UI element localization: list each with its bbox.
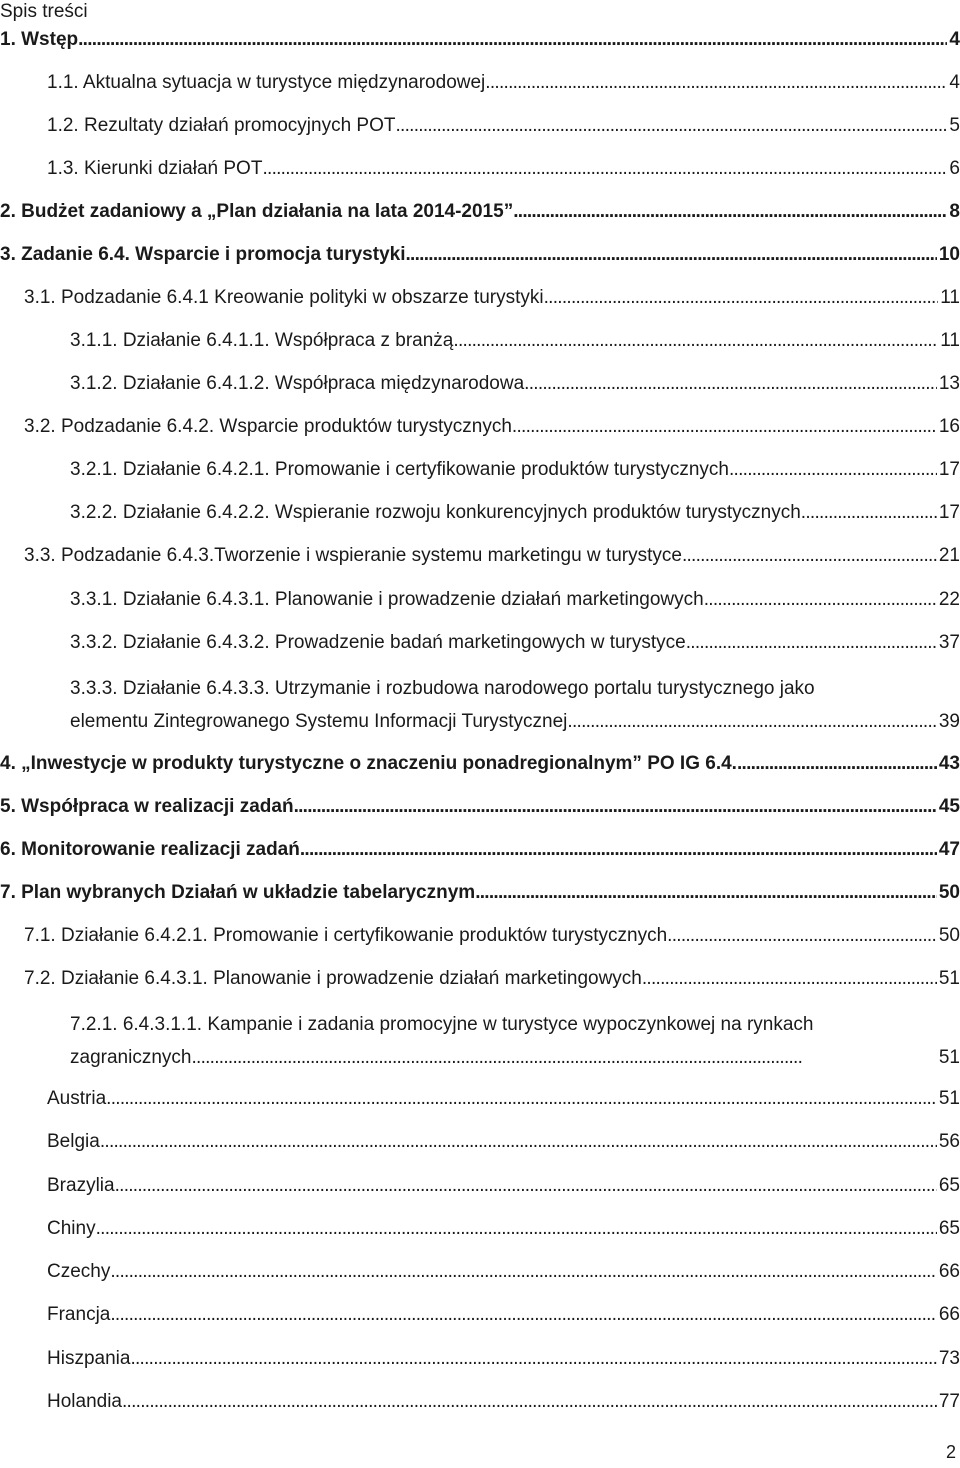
toc-entry-text: 4. „Inwestycje w produkty turystyczne o znaczeniu ponadregionalnym” PO IG 6.4. [0, 753, 737, 774]
toc-entry-text: Belgia [47, 1131, 100, 1152]
toc-leader-dots [513, 199, 947, 225]
toc-entry-text: 3.3.2. Działanie 6.4.3.2. Prowadzenie badań marketingowych w turystyce [70, 632, 686, 653]
toc-entry[interactable] [24, 543, 960, 569]
toc-entry[interactable] [0, 751, 960, 777]
toc-entry[interactable] [0, 242, 960, 268]
toc-entry-text-continued: zagranicznych [70, 1047, 192, 1068]
toc-entry-text: Czechy [47, 1261, 111, 1282]
toc-entry[interactable] [47, 113, 960, 139]
toc-entry[interactable] [47, 156, 960, 182]
toc-entry[interactable] [0, 794, 960, 820]
toc-leader-dots [729, 457, 937, 483]
toc-leader-dots [512, 414, 937, 440]
toc-leader-dots [96, 1216, 937, 1242]
toc-leader-dots [485, 70, 947, 96]
toc-leader-dots [106, 1086, 937, 1112]
toc-leader-dots [78, 27, 947, 53]
toc-entry-text: 3.3. Podzadanie 6.4.3.Tworzenie i wspieranie systemu marketingu w turystyce [24, 545, 682, 566]
toc-entry-page: 5 [949, 115, 960, 136]
toc-entry[interactable] [24, 923, 960, 949]
toc-entry-page: 51 [938, 1088, 960, 1109]
toc-entry-text: 3.1.1. Działanie 6.4.1.1. Współpraca z branżą [70, 330, 454, 351]
toc-entry-text: 3.2.1. Działanie 6.4.2.1. Promowanie i certyfikowanie produktów turystycznych [70, 459, 729, 480]
toc-leader-dots [262, 156, 947, 182]
toc-entry-page: 16 [938, 416, 960, 437]
toc-leader-dots [453, 328, 938, 354]
toc-entry-page: 4 [949, 72, 960, 93]
toc-leader-dots [110, 1259, 937, 1285]
toc-entry[interactable] [47, 1346, 960, 1372]
toc-leader-dots [122, 1389, 937, 1415]
toc-entry-text: Holandia [47, 1391, 122, 1412]
toc-entry[interactable] [70, 587, 960, 613]
toc-entry-page: 66 [938, 1304, 960, 1325]
toc-entry-page: 22 [938, 589, 960, 610]
toc-entry-page: 11 [940, 330, 960, 351]
toc-entry-page: 13 [938, 373, 960, 394]
toc-leader-dots [667, 923, 937, 949]
toc-entry-text: Austria [47, 1088, 107, 1109]
toc-entry-text: 7. Plan wybranych Działań w układzie tabelarycznym [0, 882, 476, 903]
toc-entry-page: 10 [938, 244, 960, 265]
toc-entry-page: 65 [938, 1175, 960, 1196]
toc-entry-text: Hiszpania [47, 1348, 131, 1369]
toc-entry-text: 3.2.2. Działanie 6.4.2.2. Wspieranie rozwoju konkurencyjnych produktów turystycznych [70, 502, 801, 523]
toc-entry-page: 43 [938, 753, 960, 774]
toc-entry-page: 73 [938, 1348, 960, 1369]
toc-entry-text: 7.2. Działanie 6.4.3.1. Planowanie i prowadzenie działań marketingowych [24, 968, 642, 989]
toc-entry[interactable] [24, 414, 960, 440]
toc-leader-dots [100, 1129, 937, 1155]
toc-entry[interactable] [47, 1129, 960, 1155]
toc-entry-page: 56 [938, 1131, 960, 1152]
toc-entry-page: 8 [949, 201, 960, 222]
toc-entry-page: 37 [938, 632, 960, 653]
toc-leader-dots [567, 705, 936, 738]
toc-entry-text: 3.1. Podzadanie 6.4.1 Kreowanie polityki w obszarze turystyki [24, 287, 544, 308]
toc-leader-dots [300, 837, 937, 863]
toc-entry-text: 2. Budżet zadaniowy a „Plan działania na lata 2014-2015” [0, 201, 514, 222]
toc-leader-dots [704, 587, 937, 613]
toc-entry[interactable] [0, 837, 960, 863]
toc-entry-page: 45 [938, 796, 960, 817]
toc-entry-page: 39 [938, 711, 960, 732]
toc-entry-page: 66 [938, 1261, 960, 1282]
toc-entry[interactable] [24, 966, 960, 992]
toc-entry-text: 3. Zadanie 6.4. Wsparcie i promocja turystyki [0, 244, 406, 265]
toc-entry[interactable] [47, 1086, 960, 1112]
toc-entry-text: 5. Współpraca w realizacji zadań [0, 796, 294, 817]
toc-leader-dots [191, 1041, 936, 1074]
toc-entry-text: Chiny [47, 1218, 96, 1239]
toc-entry[interactable] [0, 199, 960, 225]
toc-leader-dots [396, 113, 948, 139]
toc-entry-text-continued: elementu Zintegrowanego Systemu Informacji Turystycznej [70, 711, 568, 732]
toc-entry-page: 77 [938, 1391, 960, 1412]
toc-entry-text: 3.3.3. Działanie 6.4.3.3. Utrzymanie i rozbudowa narodowego portalu turystycznego jako [70, 678, 815, 699]
toc-leader-dots [544, 285, 939, 311]
toc-leader-dots [686, 630, 937, 656]
toc-entry[interactable] [70, 457, 960, 483]
toc-entry[interactable] [70, 371, 960, 397]
toc-entry[interactable] [0, 27, 960, 53]
toc-entry-page: 11 [940, 287, 960, 308]
toc-leader-dots [475, 880, 937, 906]
toc-entry-page: 17 [938, 459, 960, 480]
toc-entry-text: Brazylia [47, 1175, 115, 1196]
toc-leader-dots [524, 371, 937, 397]
toc-leader-dots [294, 794, 937, 820]
toc-entry[interactable] [47, 1216, 960, 1242]
toc-entry-text: 1.1. Aktualna sytuacja w turystyce międzynarodowej [47, 72, 486, 93]
toc-entry-text: 3.3.1. Działanie 6.4.3.1. Planowanie i prowadzenie działań marketingowych [70, 589, 704, 610]
toc-entry-page: 4 [949, 29, 960, 50]
toc-leader-dots [642, 966, 937, 992]
toc-entry-text: Francja [47, 1304, 111, 1325]
toc-entry-page: 6 [949, 158, 960, 179]
toc-title: Spis treści [0, 1, 88, 22]
toc-entry[interactable] [47, 1173, 960, 1199]
toc-entry[interactable] [70, 1008, 960, 1074]
toc-entry[interactable] [24, 285, 960, 311]
toc-entry[interactable] [70, 630, 960, 656]
toc-entry-page: 51 [938, 1047, 960, 1068]
toc-entry-page: 50 [938, 882, 960, 903]
toc-leader-dots [110, 1302, 937, 1328]
toc-entry-text: 1.2. Rezultaty działań promocyjnych POT [47, 115, 396, 136]
toc-entry-page: 21 [938, 545, 960, 566]
toc-entry[interactable] [47, 1259, 960, 1285]
page-number: 2 [945, 1442, 956, 1462]
toc-entry-page: 50 [938, 925, 960, 946]
toc-leader-dots [801, 500, 937, 526]
toc-entry-text: 3.1.2. Działanie 6.4.1.2. Współpraca międzynarodowa [70, 373, 525, 394]
toc-entry[interactable] [0, 880, 960, 906]
toc-entry-text: 1. Wstęp [0, 29, 79, 50]
toc-entry-page: 47 [938, 839, 960, 860]
toc-entry[interactable] [47, 1302, 960, 1328]
toc-leader-dots [130, 1346, 936, 1372]
toc-leader-dots [682, 543, 937, 569]
toc-entry[interactable] [70, 328, 960, 354]
toc-entry-page: 17 [938, 502, 960, 523]
toc-entry-text: 6. Monitorowanie realizacji zadań [0, 839, 300, 860]
toc-entry[interactable] [47, 1389, 960, 1415]
toc-leader-dots [115, 1173, 937, 1199]
toc-entry-page: 51 [938, 968, 960, 989]
toc-leader-dots [737, 751, 937, 777]
toc-entry-text: 3.2. Podzadanie 6.4.2. Wsparcie produktów turystycznych [24, 416, 512, 437]
toc-entry-text: 7.1. Działanie 6.4.2.1. Promowanie i certyfikowanie produktów turystycznych [24, 925, 668, 946]
toc-entry[interactable] [70, 500, 960, 526]
toc-entry[interactable] [70, 672, 960, 738]
toc-entry-text: 1.3. Kierunki działań POT [47, 158, 263, 179]
toc-entry-page: 65 [938, 1218, 960, 1239]
toc-leader-dots [406, 242, 937, 268]
toc-entry-text: 7.2.1. 6.4.3.1.1. Kampanie i zadania promocyjne w turystyce wypoczynkowej na rynkach [70, 1014, 814, 1035]
toc-entry[interactable] [47, 70, 960, 96]
